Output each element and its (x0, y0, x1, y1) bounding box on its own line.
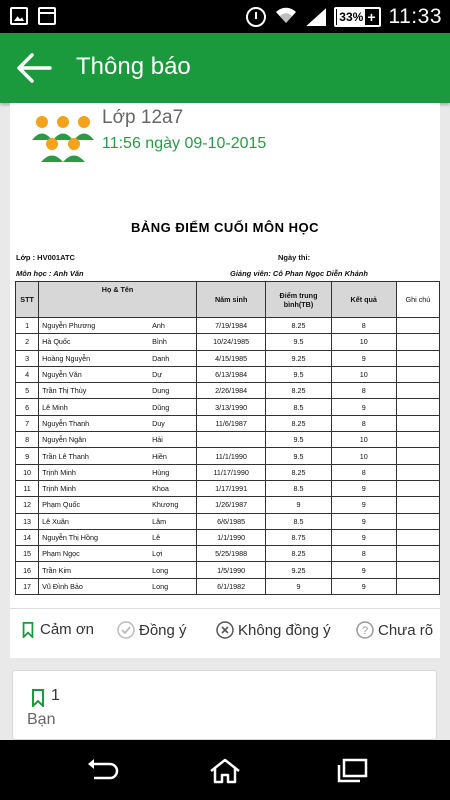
row-last-name: Trần Thị Thùy (39, 383, 149, 399)
row-stt: 14 (16, 529, 39, 545)
row-stt: 6 (16, 399, 39, 415)
col-name: Họ & Tên (39, 282, 197, 318)
divider (10, 608, 440, 609)
row-first-name: Hùng (149, 464, 196, 480)
row-first-name: Dự (149, 366, 196, 382)
row-dob: 10/24/1985 (196, 334, 265, 350)
col-average: Điểm trung bình(TB) (266, 282, 331, 318)
row-average: 9.5 (266, 432, 331, 448)
bookmark-icon (20, 622, 36, 638)
row-last-name: Phạm Quốc (39, 497, 149, 513)
row-average: 8.25 (266, 464, 331, 480)
agree-button[interactable] (117, 621, 187, 639)
thanks-label: Cảm ơn (40, 621, 95, 638)
row-last-name: Lê Minh (39, 399, 149, 415)
row-last-name: Trần Kim (39, 562, 149, 578)
row-average: 9.5 (266, 366, 331, 382)
row-note (396, 546, 439, 562)
row-first-name: Long (149, 578, 196, 594)
row-dob: 5/25/1988 (196, 546, 265, 562)
table-row (16, 513, 440, 529)
row-first-name: Duy (149, 415, 196, 431)
row-note (396, 497, 439, 513)
row-note (396, 318, 439, 334)
row-average: 8.5 (266, 399, 331, 415)
row-stt: 17 (16, 578, 39, 594)
row-average: 8.25 (266, 546, 331, 562)
row-result: 9 (331, 497, 396, 513)
disagree-label: Không đồng ý (238, 621, 331, 639)
row-first-name: Hải (149, 432, 196, 448)
row-first-name: Lê (149, 529, 196, 545)
row-last-name: Trần Lê Thanh (39, 448, 149, 464)
row-first-name: Long (149, 562, 196, 578)
row-first-name: Bình (149, 334, 196, 350)
row-last-name: Nguyễn Phương (39, 318, 149, 334)
question-circle-icon (356, 621, 374, 639)
status-bar (0, 0, 450, 33)
row-last-name: Lê Xuân (39, 513, 149, 529)
row-last-name: Vũ Đình Bảo (39, 578, 149, 594)
row-dob: 11/1/1990 (196, 448, 265, 464)
disagree-button[interactable] (216, 621, 331, 639)
arrow-left-icon (14, 51, 54, 85)
x-circle-icon (216, 621, 234, 639)
row-note (396, 513, 439, 529)
grade-sheet-title: BẢNG ĐIỂM CUỐI MÔN HỌC (131, 220, 319, 235)
grade-sheet-class: Lớp : HV001ATC (16, 253, 75, 262)
row-first-name: Khương (149, 497, 196, 513)
table-row (16, 578, 440, 594)
row-average: 9 (266, 578, 331, 594)
row-average: 8.25 (266, 415, 331, 431)
row-note (396, 562, 439, 578)
row-average: 8.25 (266, 318, 331, 334)
col-dob: Năm sinh (196, 282, 265, 318)
app-bar (0, 33, 450, 103)
row-note (396, 578, 439, 594)
row-result: 9 (331, 529, 396, 545)
table-row (16, 546, 440, 562)
row-result: 8 (331, 464, 396, 480)
row-first-name: Dung (149, 383, 196, 399)
back-nav-icon[interactable] (84, 758, 120, 784)
row-note (396, 383, 439, 399)
row-first-name: Lâm (149, 513, 196, 529)
row-first-name: Hiền (149, 448, 196, 464)
table-row (16, 562, 440, 578)
row-last-name: Trịnh Minh (39, 480, 149, 496)
table-row (16, 464, 440, 480)
group-users-icon (30, 113, 96, 163)
row-last-name: Nguyễn Thị Hồng (39, 529, 149, 545)
row-dob: 1/17/1991 (196, 480, 265, 496)
row-result: 10 (331, 334, 396, 350)
thanks-button[interactable] (20, 621, 94, 638)
col-result: Kết quả (331, 282, 396, 318)
col-stt: STT (16, 282, 39, 318)
row-first-name: Anh (149, 318, 196, 334)
row-average: 8.5 (266, 480, 331, 496)
row-average: 9.25 (266, 350, 331, 366)
row-result: 10 (331, 448, 396, 464)
row-result: 8 (331, 318, 396, 334)
calendar-icon (38, 7, 56, 25)
table-row (16, 448, 440, 464)
row-dob: 1/5/1990 (196, 562, 265, 578)
row-result: 10 (331, 366, 396, 382)
row-dob: 11/17/1990 (196, 464, 265, 480)
row-result: 8 (331, 415, 396, 431)
table-row (16, 399, 440, 415)
row-result: 10 (331, 432, 396, 448)
row-dob: 1/1/1990 (196, 529, 265, 545)
unsure-label: Chưa rõ (378, 621, 434, 639)
row-stt: 15 (16, 546, 39, 562)
row-stt: 8 (16, 432, 39, 448)
table-row (16, 350, 440, 366)
battery-icon: 33% + (334, 7, 380, 27)
row-stt: 3 (16, 350, 39, 366)
battery-percent: 33% (339, 10, 364, 24)
row-stt: 1 (16, 318, 39, 334)
grade-sheet-image[interactable] (10, 178, 440, 598)
row-result: 9 (331, 399, 396, 415)
wifi-icon (274, 6, 298, 29)
table-row (16, 334, 440, 350)
svg-text:?: ? (361, 625, 369, 637)
signal-icon (306, 8, 326, 26)
row-result: 9 (331, 578, 396, 594)
check-circle-icon (117, 621, 135, 639)
row-average: 8.5 (266, 513, 331, 529)
row-stt: 12 (16, 497, 39, 513)
row-note (396, 432, 439, 448)
row-result: 8 (331, 383, 396, 399)
row-note (396, 366, 439, 382)
table-row (16, 480, 440, 496)
row-last-name: Nguyễn Thanh (39, 415, 149, 431)
row-note (396, 334, 439, 350)
row-dob: 4/15/1985 (196, 350, 265, 366)
row-average: 8.75 (266, 529, 331, 545)
row-stt: 11 (16, 480, 39, 496)
row-result: 9 (331, 350, 396, 366)
table-row (16, 497, 440, 513)
row-dob: 6/6/1985 (196, 513, 265, 529)
announcement-card (10, 103, 440, 658)
system-nav-bar (0, 740, 450, 800)
row-note (396, 415, 439, 431)
row-stt: 5 (16, 383, 39, 399)
row-last-name: Nguyễn Văn (39, 366, 149, 382)
row-last-name: Phạm Ngọc (39, 546, 149, 562)
page-title: Thông báo (76, 53, 191, 80)
post-timestamp: 11:56 ngày 09-10-2015 (102, 135, 267, 152)
row-dob: 6/1/1982 (196, 578, 265, 594)
table-row (16, 383, 440, 399)
row-stt: 10 (16, 464, 39, 480)
row-first-name: Dũng (149, 399, 196, 415)
unsure-button[interactable] (356, 621, 433, 639)
status-time: 11:33 (388, 5, 442, 28)
row-average: 9 (266, 497, 331, 513)
row-average: 9.5 (266, 448, 331, 464)
row-last-name: Hà Quốc (39, 334, 149, 350)
row-first-name: Khoa (149, 480, 196, 496)
row-stt: 9 (16, 448, 39, 464)
grade-sheet-teacher: Giảng viên: Cô Phan Ngọc Diễn Khánh (230, 269, 368, 278)
row-average: 9.5 (266, 334, 331, 350)
row-note (396, 480, 439, 496)
row-dob: 11/6/1987 (196, 415, 265, 431)
class-name: Lớp 12a7 (102, 107, 184, 128)
row-stt: 4 (16, 366, 39, 382)
row-note (396, 448, 439, 464)
alarm-icon (246, 7, 266, 27)
home-nav-icon[interactable] (207, 758, 243, 784)
back-button[interactable] (14, 51, 54, 85)
row-average: 9.25 (266, 562, 331, 578)
row-result: 9 (331, 562, 396, 578)
row-average: 8.25 (266, 383, 331, 399)
grade-sheet-exam-date: Ngày thi: (278, 253, 311, 262)
row-stt: 16 (16, 562, 39, 578)
thanks-user-name: Bạn (27, 711, 56, 728)
row-dob: 1/26/1987 (196, 497, 265, 513)
table-row (16, 318, 440, 334)
thanks-summary-card[interactable] (12, 670, 437, 740)
row-note (396, 529, 439, 545)
row-stt: 13 (16, 513, 39, 529)
agree-label: Đồng ý (139, 621, 187, 639)
row-dob: 2/26/1984 (196, 383, 265, 399)
row-dob (196, 432, 265, 448)
row-last-name: Trịnh Minh (39, 464, 149, 480)
bookmark-icon (31, 689, 45, 707)
row-stt: 7 (16, 415, 39, 431)
row-dob: 7/19/1984 (196, 318, 265, 334)
row-note (396, 350, 439, 366)
row-last-name: Nguyễn Ngân (39, 432, 149, 448)
row-note (396, 399, 439, 415)
table-row (16, 366, 440, 382)
row-result: 8 (331, 546, 396, 562)
row-first-name: Lợi (149, 546, 196, 562)
grade-sheet-subject: Môn học : Anh Văn (16, 269, 84, 278)
row-result: 9 (331, 480, 396, 496)
image-icon (10, 7, 28, 25)
table-row (16, 432, 440, 448)
thanks-count: 1 (51, 687, 60, 704)
row-dob: 6/13/1984 (196, 366, 265, 382)
grade-table (15, 281, 440, 595)
row-result: 9 (331, 513, 396, 529)
reaction-bar (10, 621, 440, 649)
col-note: Ghi chú (396, 282, 439, 318)
table-row (16, 529, 440, 545)
row-last-name: Hoàng Nguyễn (39, 350, 149, 366)
recents-nav-icon[interactable] (334, 758, 370, 784)
row-note (396, 464, 439, 480)
row-stt: 2 (16, 334, 39, 350)
row-first-name: Danh (149, 350, 196, 366)
row-dob: 3/13/1990 (196, 399, 265, 415)
table-row (16, 415, 440, 431)
